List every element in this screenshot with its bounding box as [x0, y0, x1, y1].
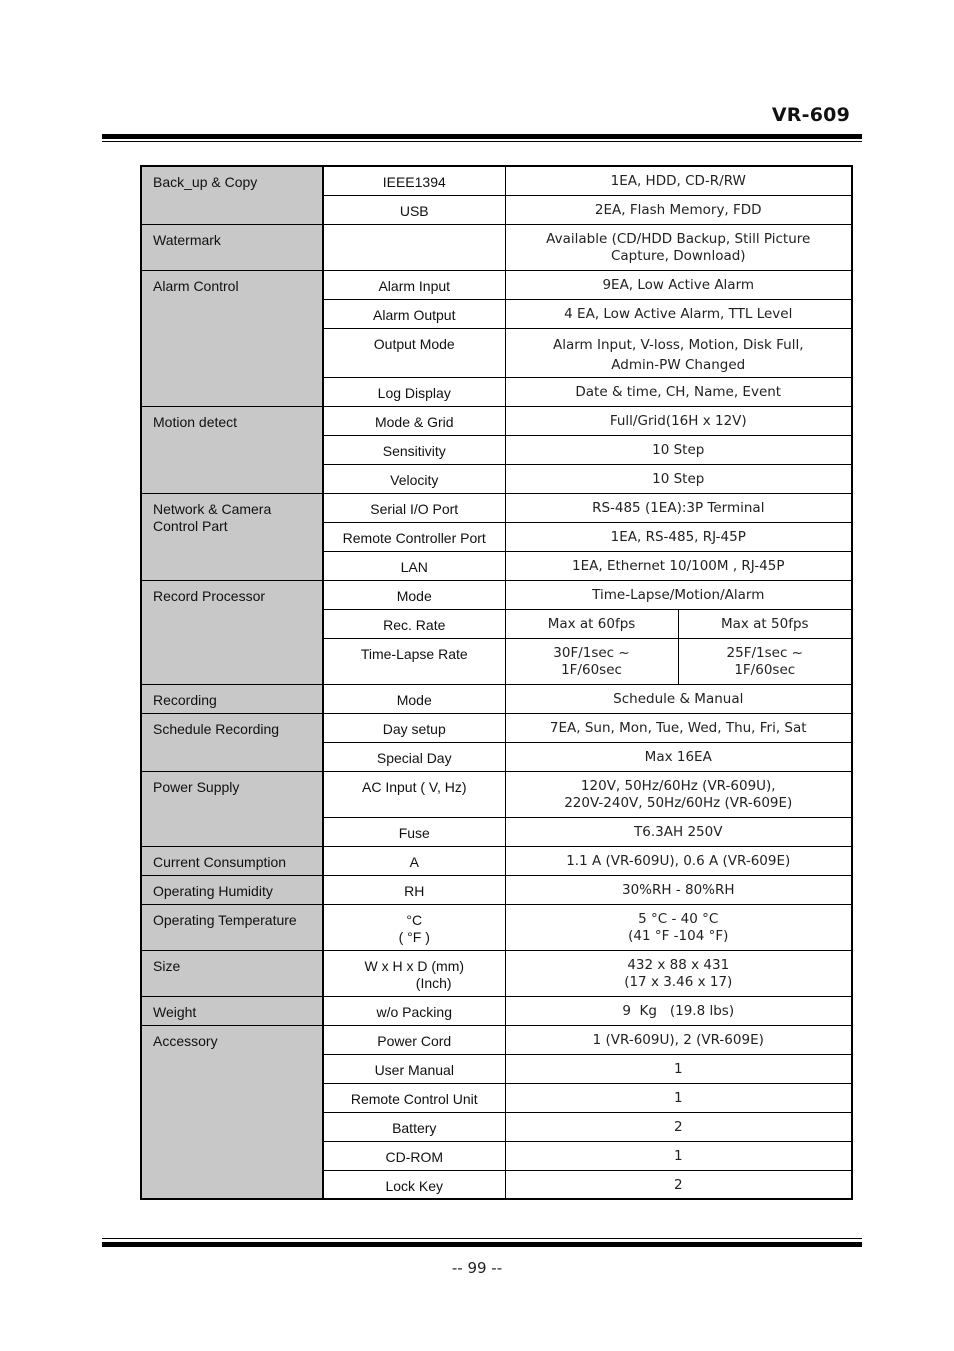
item-remote-control-unit: Remote Control Unit: [323, 1083, 505, 1112]
table-row: [141, 406, 852, 435]
value-velocity: 10 Step: [505, 464, 852, 493]
footer-rule-thin: [102, 1238, 862, 1239]
footer-rule: [102, 1242, 862, 1247]
table-row: [141, 270, 852, 299]
value-mode-grid: Full/Grid(16H x 12V): [505, 406, 852, 435]
value-rec-rate-ntsc: Max at 60fps: [505, 609, 678, 638]
value-battery: 2: [505, 1112, 852, 1141]
item-time-lapse-rate: Time-Lapse Rate: [323, 638, 505, 684]
item-lan: LAN: [323, 551, 505, 580]
category-operating-temperature: Operating Temperature: [141, 904, 323, 950]
item-remote-port: Remote Controller Port: [323, 522, 505, 551]
category-operating-humidity: Operating Humidity: [141, 875, 323, 904]
item-output-mode: Output Mode: [323, 328, 505, 377]
value-rec-rate-pal: Max at 50fps: [678, 609, 852, 638]
item-temperature: °C ( °F ): [323, 904, 505, 950]
item-serial-port: Serial I/O Port: [323, 493, 505, 522]
value-user-manual: 1: [505, 1054, 852, 1083]
table-row: [141, 580, 852, 609]
value-usb: 2EA, Flash Memory, FDD: [505, 195, 852, 224]
value-time-lapse-ntsc: 30F/1sec ~ 1F/60sec: [505, 638, 678, 684]
item-weight: w/o Packing: [323, 996, 505, 1025]
category-recording: Recording: [141, 684, 323, 713]
value-recording-mode: Schedule & Manual: [505, 684, 852, 713]
category-accessory: Accessory: [141, 1025, 323, 1199]
item-day-setup: Day setup: [323, 713, 505, 742]
table-row: [141, 771, 852, 817]
value-humidity: 30%RH - 80%RH: [505, 875, 852, 904]
category-schedule-recording: Schedule Recording: [141, 713, 323, 771]
value-remote-port: 1EA, RS-485, RJ-45P: [505, 522, 852, 551]
table-row: [141, 713, 852, 742]
item-log-display: Log Display: [323, 377, 505, 406]
table-row: [141, 166, 852, 195]
value-serial-port: RS-485 (1EA):3P Terminal: [505, 493, 852, 522]
specification-table: [140, 165, 853, 1200]
item-ac-input: AC Input ( V, Hz): [323, 771, 505, 817]
value-lock-key: 2: [505, 1170, 852, 1199]
value-alarm-output: 4 EA, Low Active Alarm, TTL Level: [505, 299, 852, 328]
category-network-camera: Network & Camera Control Part: [141, 493, 323, 580]
page-number: -- 99 --: [451, 1259, 503, 1277]
item-humidity: RH: [323, 875, 505, 904]
item-recording-mode: Mode: [323, 684, 505, 713]
value-temperature: 5 °C - 40 °C (41 °F -104 °F): [505, 904, 852, 950]
item-fuse: Fuse: [323, 817, 505, 846]
value-fuse: T6.3AH 250V: [505, 817, 852, 846]
table-row: [141, 950, 852, 996]
header-rule: [102, 134, 862, 139]
item-usb: USB: [323, 195, 505, 224]
category-current-consumption: Current Consumption: [141, 846, 323, 875]
category-record-processor: Record Processor: [141, 580, 323, 684]
item-mode-grid: Mode & Grid: [323, 406, 505, 435]
item-alarm-input: Alarm Input: [323, 270, 505, 299]
value-day-setup: 7EA, Sun, Mon, Tue, Wed, Thu, Fri, Sat: [505, 713, 852, 742]
category-backup: Back_up & Copy: [141, 166, 323, 224]
value-ieee1394: 1EA, HDD, CD-R/RW: [505, 166, 852, 195]
value-output-mode: Alarm Input, V-loss, Motion, Disk Full, Admin-PW Changed: [505, 328, 852, 377]
table-row: [141, 224, 852, 270]
category-motion-detect: Motion detect: [141, 406, 323, 493]
value-watermark: Available (CD/HDD Backup, Still Picture Capture, Download): [505, 224, 852, 270]
table-row: [141, 904, 852, 950]
category-watermark: Watermark: [141, 224, 323, 270]
item-special-day: Special Day: [323, 742, 505, 771]
item-power-cord: Power Cord: [323, 1025, 505, 1054]
value-alarm-input: 9EA, Low Active Alarm: [505, 270, 852, 299]
header-rule-thin: [102, 141, 862, 142]
item-current: A: [323, 846, 505, 875]
document-title: VR-609: [771, 104, 850, 126]
item-battery: Battery: [323, 1112, 505, 1141]
value-sensitivity: 10 Step: [505, 435, 852, 464]
value-remote-control-unit: 1: [505, 1083, 852, 1112]
item-user-manual: User Manual: [323, 1054, 505, 1083]
category-power-supply: Power Supply: [141, 771, 323, 846]
item-cd-rom: CD-ROM: [323, 1141, 505, 1170]
item-ieee1394: IEEE1394: [323, 166, 505, 195]
category-size: Size: [141, 950, 323, 996]
value-log-display: Date & time, CH, Name, Event: [505, 377, 852, 406]
value-power-cord: 1 (VR-609U), 2 (VR-609E): [505, 1025, 852, 1054]
table-row: [141, 493, 852, 522]
value-time-lapse-pal: 25F/1sec ~ 1F/60sec: [678, 638, 852, 684]
value-lan: 1EA, Ethernet 10/100M , RJ-45P: [505, 551, 852, 580]
value-ac-input: 120V, 50Hz/60Hz (VR-609U), 220V-240V, 50Hz/60Hz (VR-609E): [505, 771, 852, 817]
item-record-mode: Mode: [323, 580, 505, 609]
table-row: [141, 1025, 852, 1054]
table-row: [141, 875, 852, 904]
value-special-day: Max 16EA: [505, 742, 852, 771]
value-size: 432 x 88 x 431 (17 x 3.46 x 17): [505, 950, 852, 996]
item-alarm-output: Alarm Output: [323, 299, 505, 328]
table-row: [141, 846, 852, 875]
value-current: 1.1 A (VR-609U), 0.6 A (VR-609E): [505, 846, 852, 875]
item-velocity: Velocity: [323, 464, 505, 493]
table-row: [141, 996, 852, 1025]
category-weight: Weight: [141, 996, 323, 1025]
table-row: [141, 684, 852, 713]
item-watermark: [323, 224, 505, 270]
item-rec-rate: Rec. Rate: [323, 609, 505, 638]
item-lock-key: Lock Key: [323, 1170, 505, 1199]
value-weight: 9 Kg (19.8 lbs): [505, 996, 852, 1025]
value-record-mode: Time-Lapse/Motion/Alarm: [505, 580, 852, 609]
item-size: W x H x D (mm) (Inch): [323, 950, 505, 996]
item-sensitivity: Sensitivity: [323, 435, 505, 464]
category-alarm-control: Alarm Control: [141, 270, 323, 406]
value-cd-rom: 1: [505, 1141, 852, 1170]
